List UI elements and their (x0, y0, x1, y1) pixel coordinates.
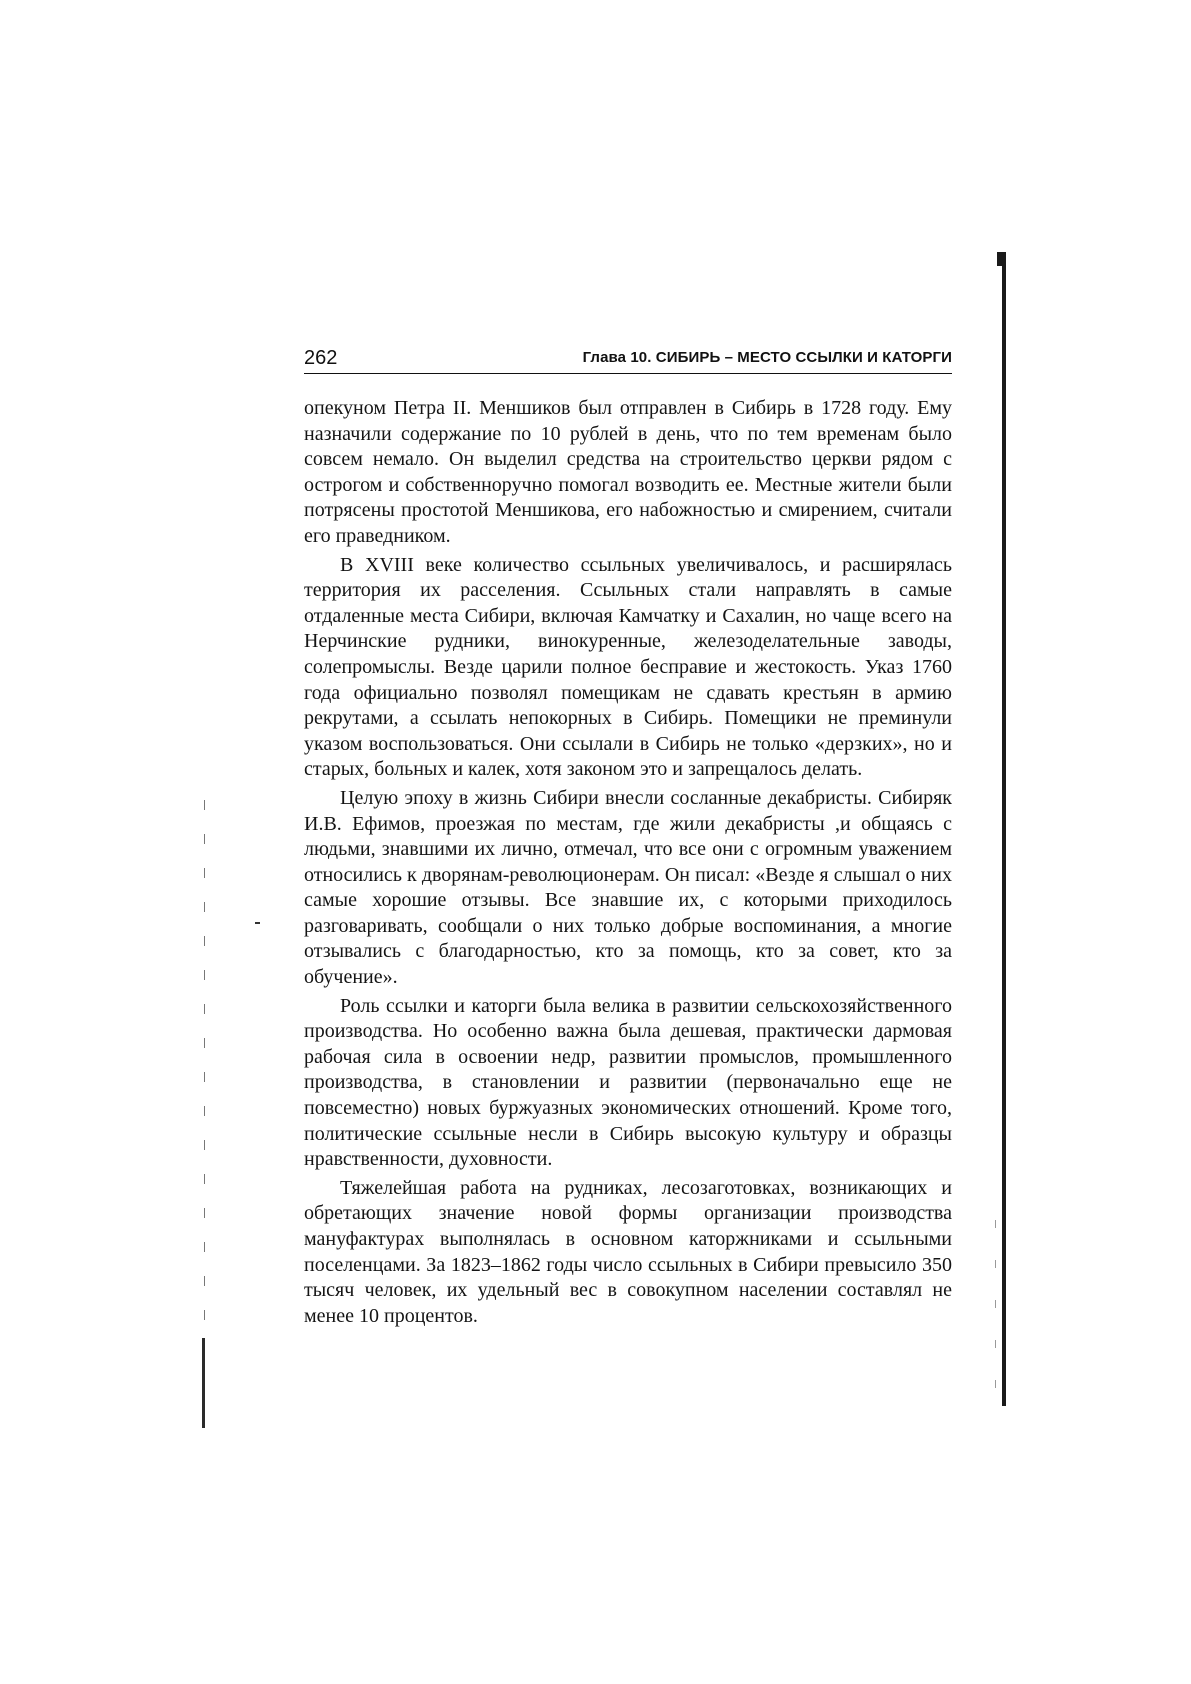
scan-margin-dashes (995, 1220, 996, 1400)
scan-speck (255, 922, 260, 924)
paragraph: В XVIII веке количество ссыльных увеличивалось, и расширялась территория их расселения. Ссыльных стали направлять в самые отдаленные места Сибири, включая Камчатку и Сахалин, но чаще всего на Нерчинские рудники, винокуренные, железоделательные заводы, солепромыслы. Везде царили полное бесправие и жестокость. Указ 1760 года официально позволял помещикам не сдавать крестьян в армию рекрутами, а ссылать непокорных в Сибирь. Помещики не преминули указом воспользоваться. Они ссылали в Сибирь не только «дерзких», но и старых, больных и калек, хотя законом это и запрещалось делать. (304, 553, 952, 781)
scan-margin-edge (1002, 254, 1006, 1406)
paragraph: Роль ссылки и каторги была велика в развитии сельскохозяйственного производства. Но особенно важна была дешевая, практически дармовая рабочая сила в освоении недр, развитии промыслов, промышленного производства, в становлении и развитии (первоначально еще не повсеместно) новых буржуазных экономических отношений. Кроме того, политические ссыльные несли в Сибирь высокую культуру и образцы нравственности, духовности. (304, 994, 952, 1171)
page-number: 262 (304, 347, 338, 369)
body-text (304, 396, 952, 1329)
running-head: Глава 10. СИБИРЬ – МЕСТО ССЫЛКИ И КАТОРГИ (582, 349, 952, 366)
page-header (304, 347, 952, 374)
scan-margin-edge (202, 1338, 205, 1428)
scan-margin-dashes (204, 800, 205, 1340)
paragraph: Тяжелейшая работа на рудниках, лесозаготовках, возникающих и обретающих значение новой формы организации производства мануфактурах выполнялась в основном каторжниками и ссыльными поселенцами. За 1823–1862 годы число ссыльных в Сибири превысило 350 тысяч человек, их удельный вес в совокупном населении составлял не менее 10 процентов. (304, 1176, 952, 1327)
paragraph: Целую эпоху в жизнь Сибири внесли сосланные декабристы. Сибиряк И.В. Ефимов, проезжая по местам, где жили декабристы ,и общаясь с людьми, знавшими их лично, отмечал, что все они с огромным уважением относились к дворянам-революционерам. Он писал: «Везде я слышал о них самые хорошие отзывы. Все знавшие их, с которыми приходилось разговаривать, сообщали о них только добрые воспоминания, а многие отзывались с благодарностью, кто за помощь, кто за совет, кто за обучение». (304, 786, 952, 989)
paragraph: опекуном Петра II. Меншиков был отправлен в Сибирь в 1728 году. Ему назначили содержание по 10 рублей в день, что по тем временам было совсем немало. Он выделил средства на строительство церкви рядом с острогом и собственноручно помогал возводить ее. Местные жители были потрясены простотой Меншикова, его набожностью и смирением, считали его праведником. (304, 397, 952, 547)
